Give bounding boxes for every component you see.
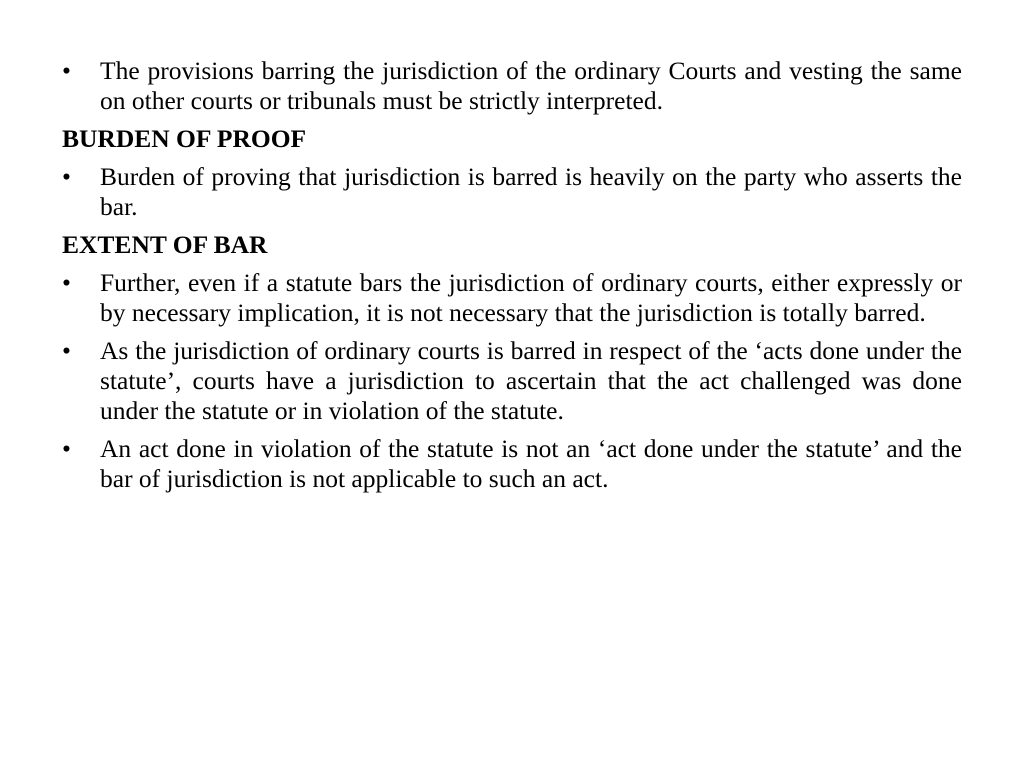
bullet-text: Further, even if a statute bars the jurisdiction of ordinary courts, either expressly or by necessary implication, it is not necessary that the jurisdiction is totally barred. — [100, 268, 962, 327]
bullet-icon: • — [62, 162, 71, 191]
heading-extent-of-bar: EXTENT OF BAR — [62, 230, 268, 259]
bullet-icon: • — [62, 434, 71, 463]
bullet-icon: • — [62, 336, 71, 365]
bullet-icon: • — [62, 56, 71, 85]
bullet-text: The provisions barring the jurisdiction of the ordinary Courts and vesting the same on other courts or tribunals must be strictly interpreted. — [100, 56, 962, 115]
bullet-icon: • — [62, 268, 71, 297]
bullet-text: An act done in violation of the statute is not an ‘act done under the statute’ and the bar of jurisdiction is not applicable to such an act. — [100, 434, 962, 493]
bullet-strict-interpretation — [62, 56, 962, 116]
bullet-text: As the jurisdiction of ordinary courts is barred in respect of the ‘acts done under the statute’, courts have a jurisdiction to ascertain that the act challenged was done under the statute or in violation of the statute. — [100, 336, 962, 425]
slide-content — [62, 56, 962, 502]
bullet-burden-of-proof — [62, 162, 962, 222]
bullet-not-totally-barred — [62, 268, 962, 328]
bullet-violation-not-covered — [62, 434, 962, 494]
heading-burden-of-proof: BURDEN OF PROOF — [62, 124, 307, 153]
bullet-text: Burden of proving that jurisdiction is barred is heavily on the party who asserts the bar. — [100, 162, 962, 221]
bullet-ascertain-jurisdiction — [62, 336, 962, 426]
